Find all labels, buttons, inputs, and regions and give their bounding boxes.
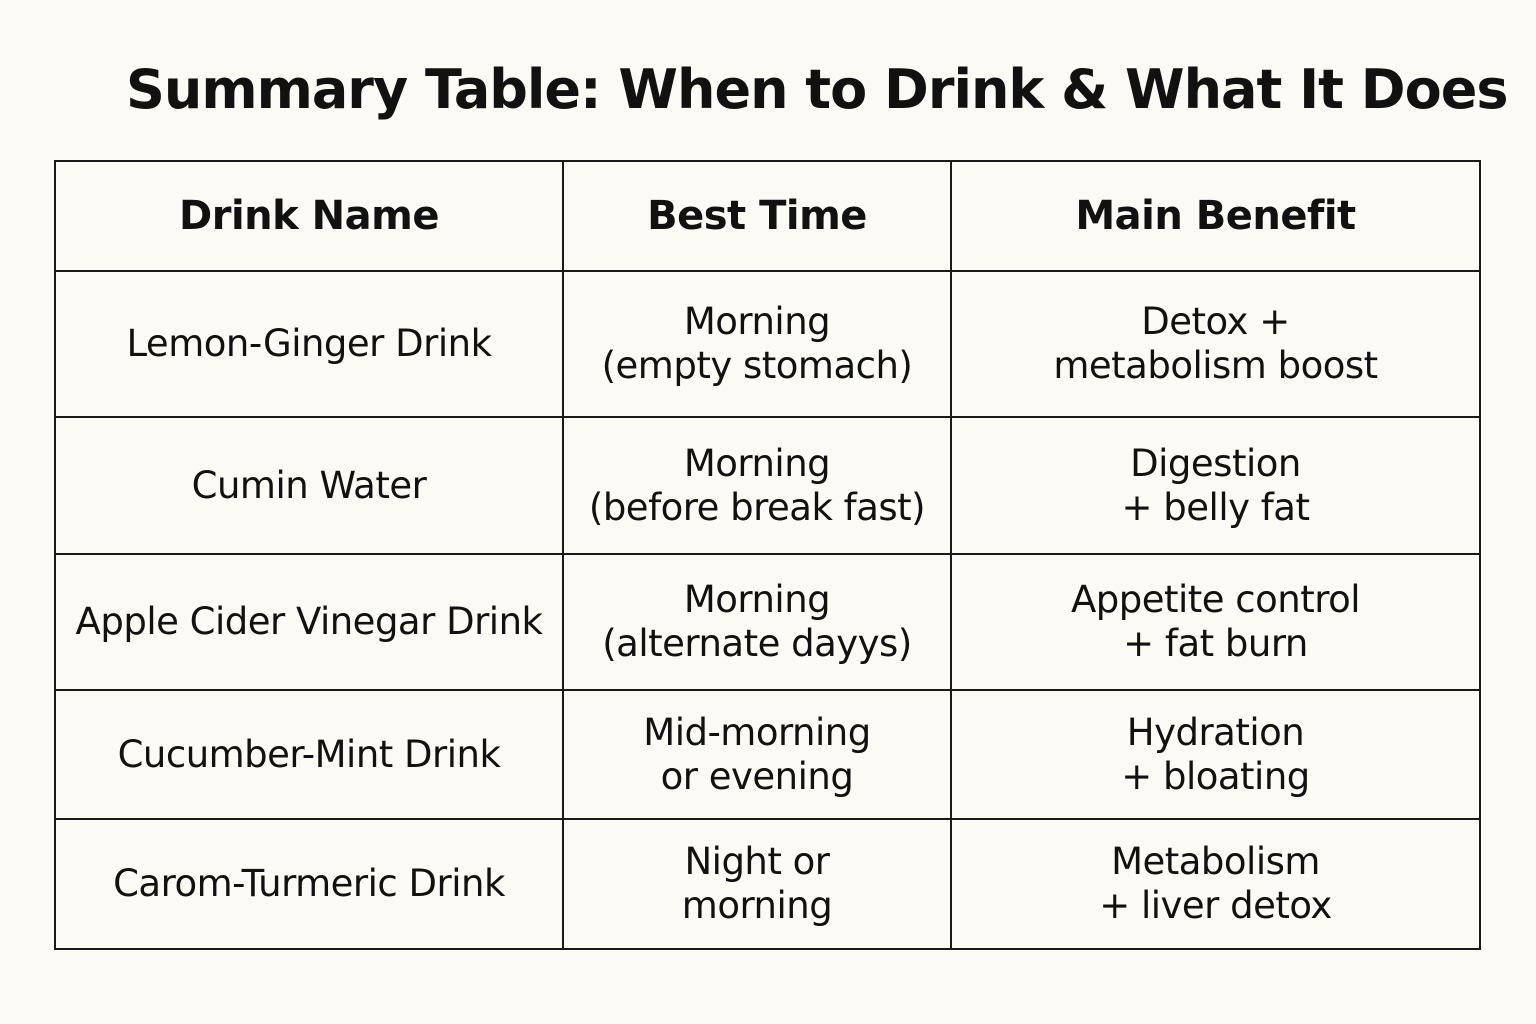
header-main-benefit: Main Benefit (951, 161, 1480, 271)
best-time-line: Morning (683, 578, 831, 621)
best-time-line: Mid-morning (643, 710, 871, 754)
drink-name-cell: Carom-Turmeric Drink (55, 819, 563, 949)
main-benefit-line: + fat burn (1123, 622, 1308, 665)
drink-name-cell: Cucumber-Mint Drink (55, 690, 563, 819)
main-benefit-cell (951, 417, 1480, 554)
summary-table (54, 160, 1481, 950)
best-time-cell (563, 819, 951, 949)
table-row (55, 271, 1480, 417)
header-row (55, 161, 1480, 271)
main-benefit-line: + belly fat (1121, 485, 1310, 529)
best-time-line: Morning (683, 441, 831, 485)
best-time-line: morning (681, 884, 833, 927)
main-benefit-line: Digestion (1130, 441, 1301, 485)
drink-name-cell: Lemon-Ginger Drink (55, 271, 563, 417)
page-title: Summary Table: When to Drink & What It Does (126, 58, 1508, 121)
main-benefit-cell (951, 690, 1480, 819)
table-row (55, 554, 1480, 690)
drink-name-cell: Apple Cider Vinegar Drink (55, 554, 563, 690)
table-row (55, 417, 1480, 554)
best-time-line: Morning (683, 300, 831, 343)
best-time-cell (563, 690, 951, 819)
main-benefit-line: Metabolism (1111, 840, 1320, 883)
best-time-line: Night or (684, 840, 830, 883)
best-time-line: (before break fast) (588, 485, 926, 529)
main-benefit-line: Detox + (1141, 300, 1290, 343)
main-benefit-line: + liver detox (1099, 884, 1332, 927)
main-benefit-line: + bloating (1121, 754, 1310, 798)
best-time-cell (563, 554, 951, 690)
main-benefit-cell (951, 271, 1480, 417)
main-benefit-line: metabolism boost (1053, 344, 1378, 387)
drink-name-cell: Cumin Water (55, 417, 563, 554)
header-best-time: Best Time (563, 161, 951, 271)
main-benefit-line: Appetite control (1070, 578, 1361, 621)
best-time-cell (563, 417, 951, 554)
main-benefit-cell (951, 554, 1480, 690)
table-row (55, 690, 1480, 819)
header-drink-name: Drink Name (55, 161, 563, 271)
best-time-line: (empty stomach) (601, 344, 913, 387)
main-benefit-cell (951, 819, 1480, 949)
best-time-line: or evening (660, 754, 854, 798)
best-time-cell (563, 271, 951, 417)
main-benefit-line: Hydration (1126, 710, 1305, 754)
best-time-line: (alternate dayys) (602, 622, 912, 665)
table-row (55, 819, 1480, 949)
